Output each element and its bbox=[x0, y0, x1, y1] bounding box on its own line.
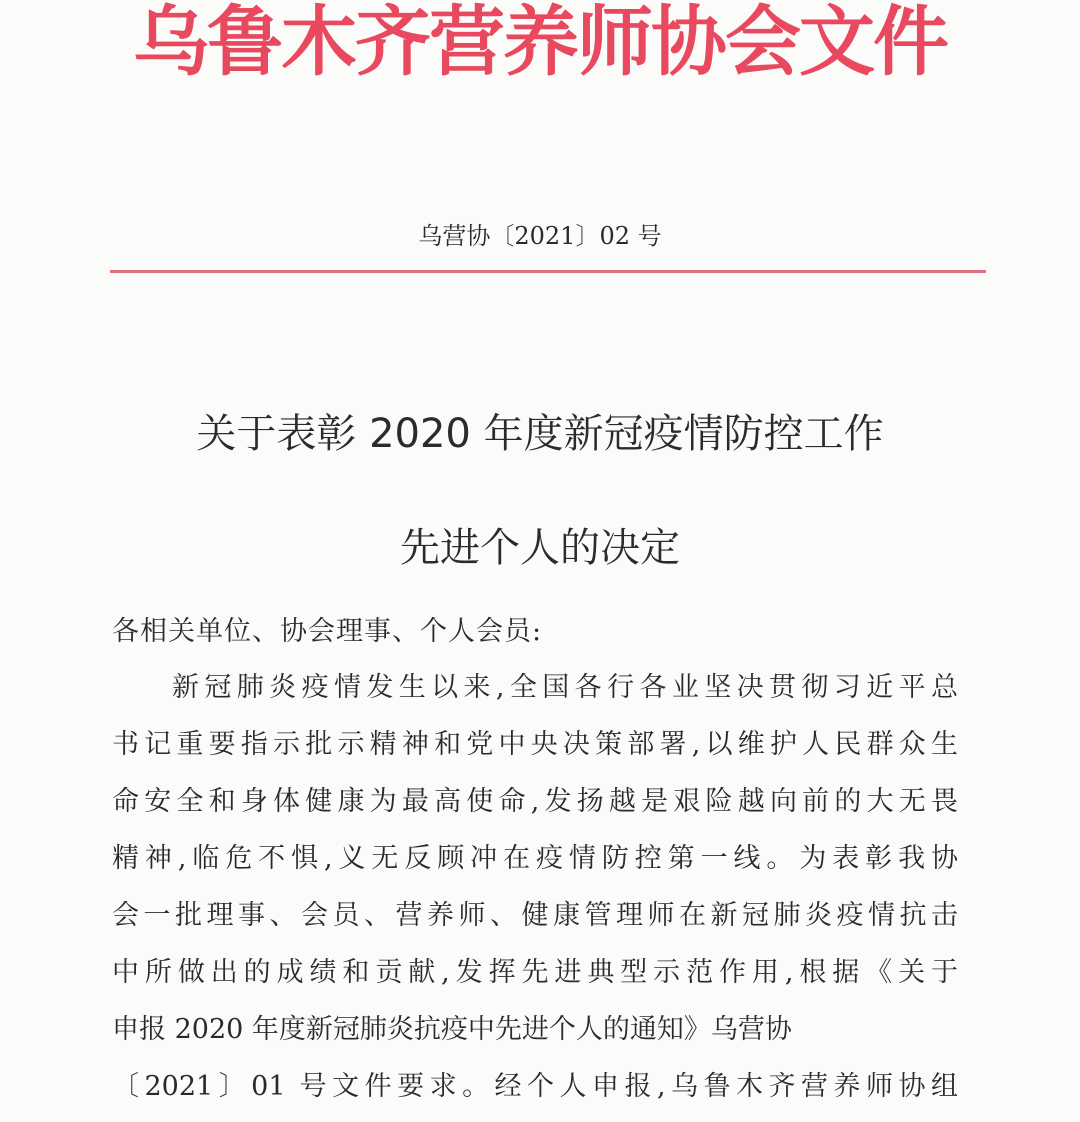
body-line: 会一批理事、会员、营养师、健康管理师在新冠肺炎疫情抗击 bbox=[112, 900, 958, 931]
body-line: 新冠肺炎疫情发生以来,全国各行各业坚决贯彻习近平总 bbox=[172, 672, 958, 703]
document-number: 乌营协〔2021〕02 号 bbox=[418, 222, 662, 250]
document-title-line-2: 先进个人的决定 bbox=[400, 525, 680, 571]
body-line: 申报 2020 年度新冠肺炎抗疫中先进个人的通知》乌营协 bbox=[112, 1014, 792, 1045]
body-line: 〔2021〕01 号文件要求。经个人申报,乌鲁木齐营养师协组 bbox=[112, 1071, 958, 1102]
red-divider-line bbox=[110, 270, 986, 273]
body-line: 中所做出的成绩和贡献,发挥先进典型示范作用,根据《关于 bbox=[112, 957, 958, 988]
salutation: 各相关单位、协会理事、个人会员: bbox=[112, 616, 543, 647]
body-line: 精神,临危不惧,义无反顾冲在疫情防控第一线。为表彰我协 bbox=[112, 843, 958, 874]
masthead-title: 乌鲁木齐营养师协会文件 bbox=[133, 0, 947, 86]
body-line: 命安全和身体健康为最高使命,发扬越是艰险越向前的大无畏 bbox=[112, 786, 958, 817]
body-line: 书记重要指示批示精神和党中央决策部署,以维护人民群众生 bbox=[112, 729, 958, 760]
document-title-line-1: 关于表彰 2020 年度新冠疫情防控工作 bbox=[196, 411, 884, 457]
